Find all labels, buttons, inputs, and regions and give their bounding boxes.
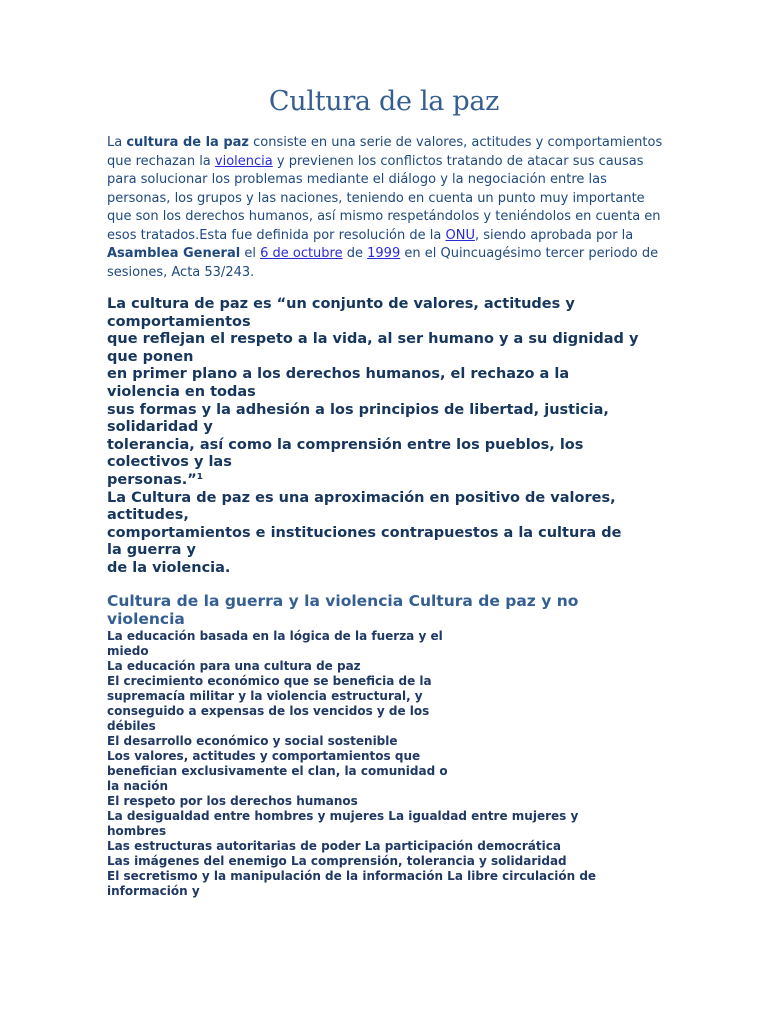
list-line: El respeto por los derechos humanos: [107, 794, 358, 808]
quote-line: violencia en todas: [107, 383, 256, 400]
intro-text-5: el: [240, 246, 261, 261]
intro-term: cultura de la paz: [126, 135, 249, 150]
quote-line: la guerra y: [107, 542, 196, 559]
list-line: La educación para una cultura de paz: [107, 659, 361, 673]
list-line: miedo: [107, 644, 149, 658]
intro-asamblea: Asamblea General: [107, 246, 241, 261]
intro-text-4: , siendo aprobada por la: [474, 227, 634, 243]
section-heading-line: violencia: [107, 610, 185, 628]
link-violencia[interactable]: violencia: [214, 153, 273, 169]
quote-line: de la violencia.: [107, 559, 231, 576]
quote-line: La Cultura de paz es una aproximación en positivo de valores,: [107, 489, 616, 506]
intro-text-3: y previenen los conflictos tratando de atacar sus causas para solucionar los problemas mediante el diálogo y la negociación entre las personas, los grupos y las naciones, teniendo en cuenta un punto muy importante que son los derechos humanos, así mismo respetándolos y teniéndolos en cuenta en esos tratados.Esta fue definida por resolución de la: [107, 153, 661, 243]
quote-line: que reflejan el respeto a la vida, al ser humano y a su dignidad y: [107, 331, 639, 348]
quote-line: colectivos y las: [107, 454, 232, 471]
comparison-list: [107, 629, 667, 899]
quote-line: solidaridad y: [107, 419, 213, 436]
list-line: conseguido a expensas de los vencidos y de los: [107, 704, 430, 718]
page-title: Cultura de la paz: [268, 86, 500, 117]
quote-line: tolerancia, así como la comprensión entre los pueblos, los: [107, 436, 584, 453]
list-line: Las imágenes del enemigo La comprensión, tolerancia y solidaridad: [107, 854, 567, 868]
quote-line: personas.”¹: [107, 471, 204, 488]
intro-text-7: en el Quincuagésimo tercer periodo de sesiones, Acta 53/243.: [107, 246, 659, 280]
intro-paragraph: [107, 134, 667, 282]
link-anio[interactable]: 1999: [367, 246, 401, 261]
quote-line: La cultura de paz es “un conjunto de valores, actitudes y: [107, 296, 575, 312]
intro-text-1: La: [107, 135, 127, 150]
quote-line: que ponen: [107, 348, 194, 365]
list-line: débiles: [107, 719, 156, 733]
list-line: Las estructuras autoritarias de poder La participación democrática: [107, 839, 561, 853]
quote-line: sus formas y la adhesión a los principios de libertad, justicia,: [107, 401, 609, 418]
section-heading-line: Cultura de la guerra y la violencia Cultura de paz y no: [107, 592, 579, 610]
list-line: La desigualdad entre hombres y mujeres La igualdad entre mujeres y: [107, 809, 579, 823]
quote-line: en primer plano a los derechos humanos, el rechazo a la: [107, 366, 570, 383]
list-line: Los valores, actitudes y comportamientos que: [107, 749, 421, 763]
list-line: La educación basada en la lógica de la fuerza y el: [107, 629, 443, 643]
definition-quote: [107, 296, 667, 578]
list-line: El desarrollo económico y social sostenible: [107, 734, 398, 748]
quote-line: comportamientos e instituciones contrapuestos a la cultura de: [107, 524, 622, 541]
list-line: información y: [107, 884, 200, 898]
intro-text-2: consiste en una serie de valores, actitudes y comportamientos que rechazan la: [107, 135, 663, 169]
list-line: hombres: [107, 824, 167, 838]
quote-line: actitudes,: [107, 507, 189, 524]
list-line: la nación: [107, 779, 169, 793]
link-fecha[interactable]: 6 de octubre: [260, 246, 343, 261]
list-line: El crecimiento económico que se beneficia de la: [107, 674, 432, 688]
intro-text-6: de: [342, 246, 368, 261]
link-onu[interactable]: ONU: [445, 227, 475, 243]
list-line: supremacía militar y la violencia estructural, y: [107, 689, 423, 703]
list-line: El secretismo y la manipulación de la información La libre circulación de: [107, 869, 597, 883]
section-heading: [107, 592, 667, 628]
list-line: benefician exclusivamente el clan, la comunidad o: [107, 764, 448, 778]
quote-line: comportamientos: [107, 313, 251, 330]
